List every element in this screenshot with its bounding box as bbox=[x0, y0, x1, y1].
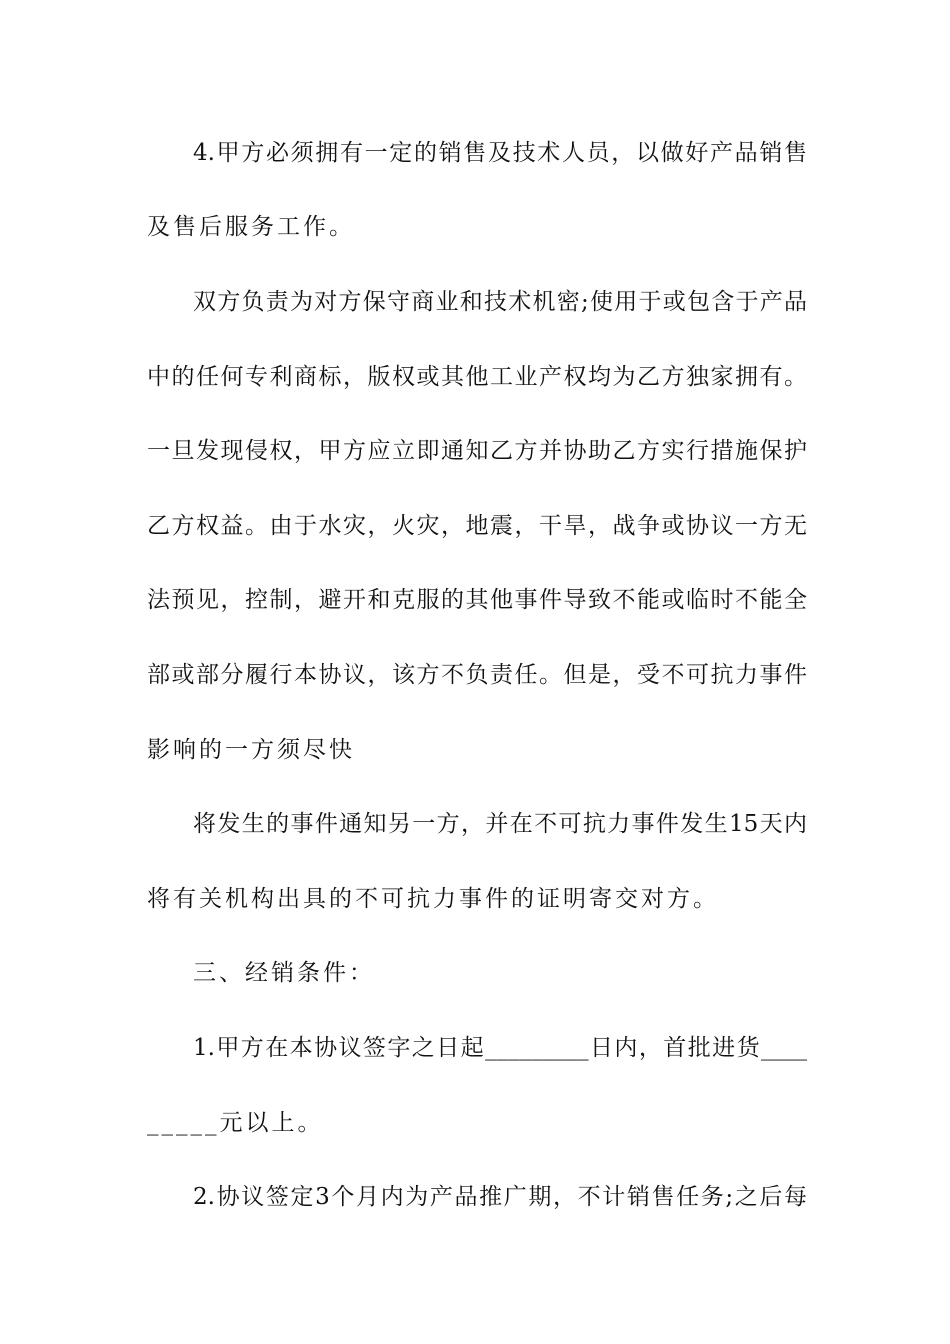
paragraph-line: 4.甲方必须拥有一定的销售及技术人员，以做好产品销售 bbox=[193, 140, 807, 166]
paragraph-line: 2.协议签定3个月内为产品推广期，不计销售任务;之后每 bbox=[193, 1184, 807, 1210]
paragraph-line: 影响的一方须尽快 bbox=[147, 737, 355, 763]
section-heading: 三、经销条件： bbox=[193, 960, 375, 986]
paragraph-line: 一旦发现侵权，甲方应立即通知乙方并协助乙方实行措施保护 bbox=[147, 438, 807, 464]
paragraph-line: 乙方权益。由于水灾，火灾，地震，干旱，战争或协议一方无 bbox=[147, 513, 807, 539]
paragraph-line: 法预见，控制，避开和克服的其他事件导致不能或临时不能全 bbox=[147, 587, 807, 613]
paragraph-line: _____元以上。 bbox=[147, 1110, 324, 1136]
paragraph-line: 部或部分履行本协议，该方不负责任。但是，受不可抗力事件 bbox=[147, 662, 807, 688]
paragraph-line: 及售后服务工作。 bbox=[147, 214, 355, 240]
paragraph-line: 将发生的事件通知另一方，并在不可抗力事件发生15天内 bbox=[193, 811, 807, 837]
paragraph-line: 中的任何专利商标，版权或其他工业产权均为乙方独家拥有。 bbox=[147, 364, 807, 390]
paragraph-line: 1.甲方在本协议签字之日起_________日内，首批进货____ bbox=[193, 1035, 807, 1061]
paragraph-line: 将有关机构出具的不可抗力事件的证明寄交对方。 bbox=[147, 886, 719, 912]
paragraph-line: 双方负责为对方保守商业和技术机密;使用于或包含于产品 bbox=[193, 289, 807, 315]
